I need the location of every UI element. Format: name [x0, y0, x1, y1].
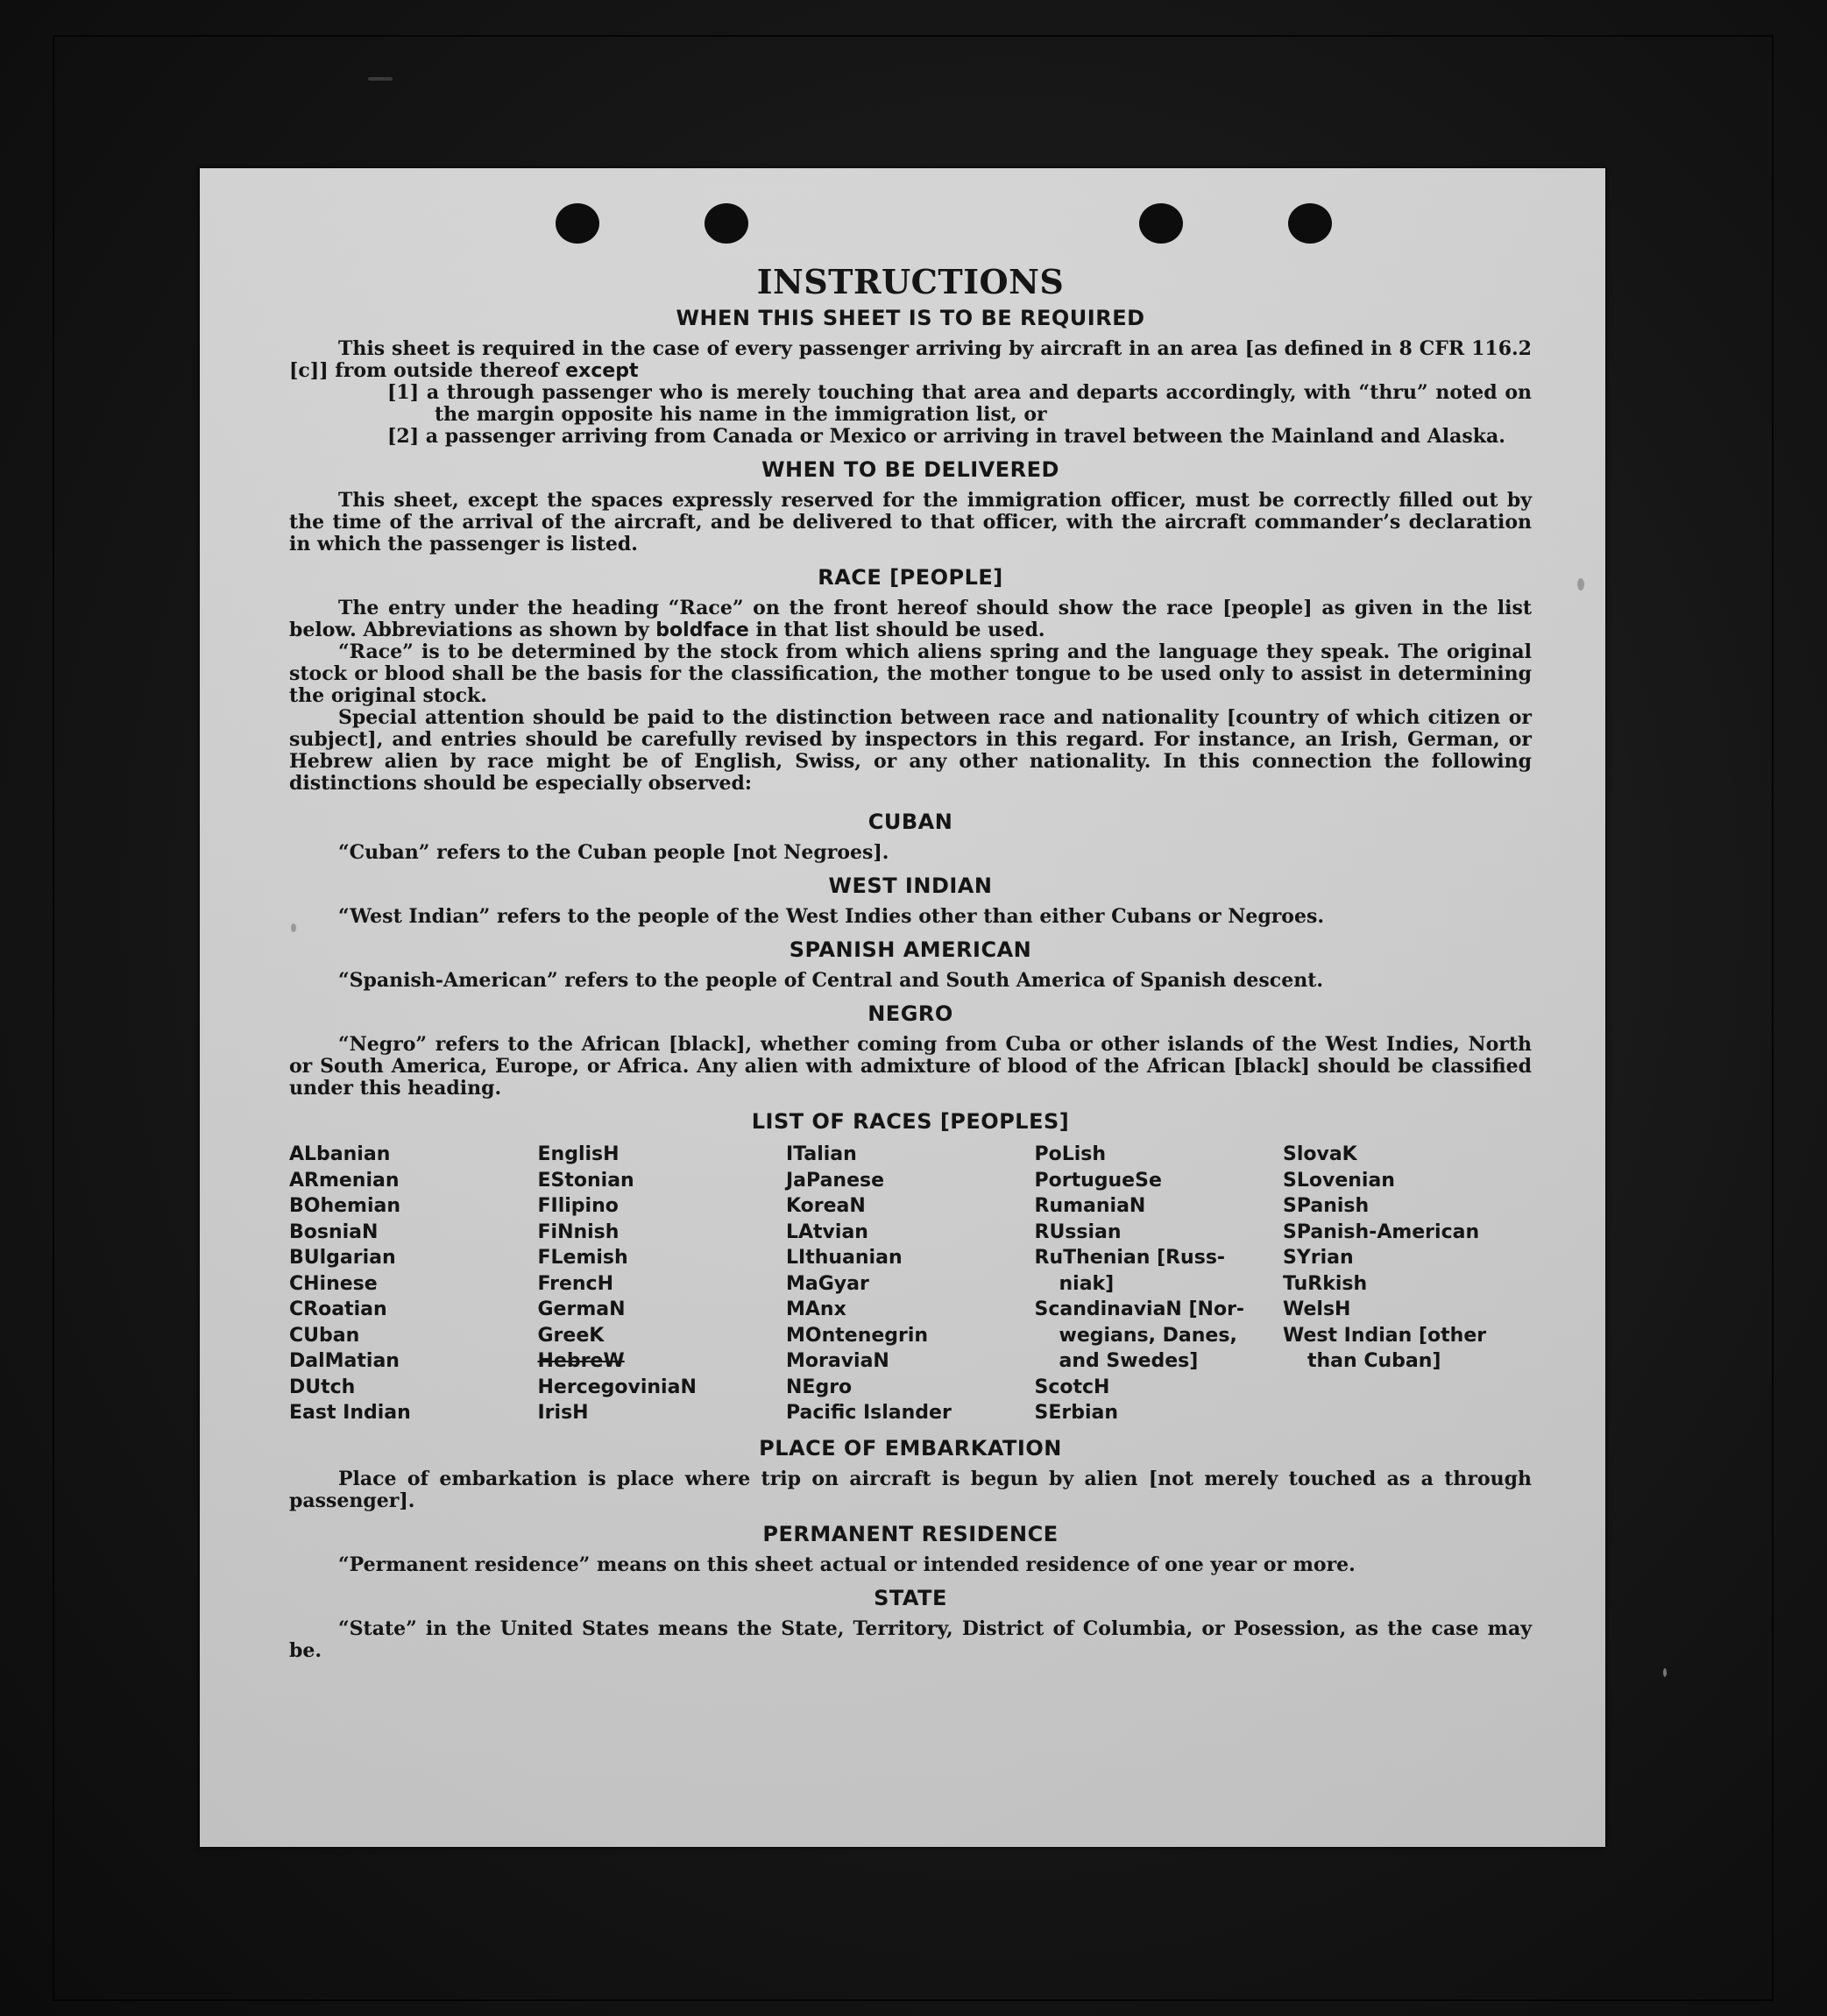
heading-delivered: WHEN TO BE DELIVERED [761, 457, 1059, 482]
race-paragraph-2: “Race” is to be determined by the stock from which aliens spring and the language they speak. The original stock or blood shall be the basis for the classification, the mother tongue to be used only to assist in determining the original stock. [289, 640, 1532, 707]
races-column-2 [538, 1142, 783, 1426]
race-entry: CUban [289, 1324, 360, 1347]
race-entry: Pacific Islander [786, 1402, 952, 1424]
punch-hole [705, 203, 748, 244]
race-entry: LIthuanian [786, 1247, 903, 1269]
race-entry: SPanish [1283, 1195, 1370, 1217]
punch-hole [1288, 203, 1332, 244]
race-entry: SLovenian [1283, 1169, 1395, 1192]
required-item-2: [2] a passenger arriving from Canada or Mexico or arriving in travel between the Mainland and Alaska. [387, 425, 1505, 448]
race-entry: ScotcH [1034, 1376, 1110, 1398]
race-entry: ALbanian [289, 1143, 391, 1165]
cuban-text: “Cuban” refers to the Cuban people [not Negroes]. [338, 841, 889, 864]
races-column-3 [786, 1142, 1031, 1426]
embarkation-text: Place of embarkation is place where trip on aircraft is begun by alien [not merely touched as a through passenger]. [289, 1467, 1532, 1512]
race-entry-continued: than Cuban] [1307, 1350, 1441, 1372]
required-intro [289, 338, 1532, 382]
race-entry: BOhemian [289, 1195, 401, 1217]
heading-embarkation: PLACE OF EMBARKATION [759, 1435, 1062, 1461]
race-entry: TuRkish [1283, 1272, 1368, 1295]
punch-hole [556, 203, 599, 244]
race-entry: FLemish [537, 1247, 628, 1269]
race-entry: CHinese [289, 1272, 378, 1295]
race-entry: FiNnish [537, 1220, 620, 1243]
race-entry: FrencH [537, 1272, 614, 1295]
race-p1-b: in that list should be used. [755, 619, 1045, 641]
race-entry: IrisH [537, 1402, 589, 1424]
race-entry: MaGyar [786, 1272, 869, 1295]
race-entry: FIlipino [537, 1195, 619, 1217]
required-except: except [565, 360, 639, 382]
race-entry: EnglisH [537, 1143, 620, 1165]
race-entry: WelsH [1283, 1298, 1351, 1320]
page-title: INSTRUCTIONS [756, 262, 1065, 301]
heading-negro: NEGRO [867, 1001, 953, 1026]
race-entry: PortugueSe [1034, 1169, 1162, 1192]
race-entry: DalMatian [289, 1350, 400, 1372]
race-entry: MoraviaN [786, 1350, 889, 1372]
race-entry: West Indian [other [1283, 1324, 1487, 1347]
race-entry: ITalian [786, 1143, 857, 1165]
race-entry-continued: wegians, Danes, [1059, 1324, 1237, 1347]
race-entry: LAtvian [786, 1220, 868, 1243]
document-sheet [200, 168, 1605, 1847]
residence-text: “Permanent residence” means on this sheet actual or intended residence of one year or more. [338, 1553, 1356, 1576]
delivered-text: This sheet, except the spaces expressly reserved for the immigration officer, must be correctly filled out by the time of the arrival of the aircraft, and be delivered to that officer, with the aircraft commander’s declaration in which the passenger is listed. [289, 489, 1532, 555]
race-entry: RumaniaN [1034, 1195, 1146, 1217]
race-entry: CRoatian [289, 1298, 387, 1320]
spanish-american-text: “Spanish-American” refers to the people of Central and South America of Spanish descent. [338, 969, 1324, 992]
state-text: “State” in the United States means the State, Territory, District of Columbia, or Posession, as the case may be. [289, 1616, 1532, 1662]
race-entry-continued: and Swedes] [1059, 1350, 1199, 1372]
race-entry: BUlgarian [289, 1247, 396, 1269]
heading-west-indian: WEST INDIAN [828, 874, 993, 898]
race-entry: PoLish [1034, 1143, 1107, 1165]
race-entry-continued: niak] [1059, 1272, 1115, 1295]
heading-list-of-races: LIST OF RACES [PEOPLES] [751, 1109, 1070, 1134]
race-entry: JaPanese [786, 1169, 885, 1192]
races-list [289, 1142, 1532, 1426]
race-p1-bold: boldface [655, 619, 749, 641]
instructions-content [289, 263, 1532, 1662]
race-entry-struck: HebreW [537, 1350, 625, 1372]
races-column-4 [1035, 1142, 1280, 1426]
race-entry: GreeK [537, 1324, 605, 1347]
race-entry: HercegoviniaN [537, 1376, 697, 1398]
race-paragraph-3: Special attention should be paid to the distinction between race and nationality [country of which citizen or subject], and entries should be carefully revised by inspectors in this regard. For instance, an Irish, German, or Hebrew alien by race might be of English, Swiss, or any other nationality. In this connection the following distinctions should be especially observed: [289, 706, 1532, 795]
race-entry: NEgro [786, 1376, 853, 1398]
required-item-1: [1] a through passenger who is merely touching that area and departs accordingly, with “thru” noted on the margin opposite his name in the immigration list, or [387, 381, 1532, 426]
race-entry: MOntenegrin [786, 1324, 929, 1347]
heading-spanish-american: SPANISH AMERICAN [789, 937, 1032, 962]
race-p1-a: The entry under the heading “Race” on the front hereof should show the race [people] as given in the list below. Abbreviations as shown by [289, 597, 1532, 641]
race-paragraph-1 [289, 598, 1532, 641]
race-entry: KoreaN [786, 1195, 866, 1217]
race-entry: MAnx [786, 1298, 846, 1320]
race-entry: ScandinaviaN [Nor- [1034, 1298, 1245, 1320]
race-entry: SYrian [1283, 1247, 1354, 1269]
race-entry: East Indian [289, 1402, 411, 1424]
race-entry: SErbian [1034, 1402, 1119, 1424]
heading-required: WHEN THIS SHEET IS TO BE REQUIRED [676, 306, 1145, 330]
heading-state: STATE [874, 1585, 947, 1610]
punch-hole [1139, 203, 1183, 244]
race-entry: SlovaK [1283, 1143, 1357, 1165]
race-entry: BosniaN [289, 1220, 379, 1243]
negro-text: “Negro” refers to the African [black], whether coming from Cuba or other islands of the West Indies, North or South America, Europe, or Africa. Any alien with admixture of blood of the African [black] should be classified under this heading. [289, 1033, 1532, 1100]
race-entry: EStonian [537, 1169, 634, 1192]
race-entry: DUtch [289, 1376, 356, 1398]
heading-cuban: CUBAN [867, 810, 953, 834]
races-column-5 [1283, 1142, 1532, 1426]
race-entry: RUssian [1034, 1220, 1122, 1243]
required-intro-text: This sheet is required in the case of every passenger arriving by aircraft in an area [as defined in 8 CFR 116.2 [c]] from outside thereof [289, 337, 1532, 382]
west-indian-text: “West Indian” refers to the people of the West Indies other than either Cubans or Negroes. [338, 905, 1325, 928]
heading-residence: PERMANENT RESIDENCE [762, 1521, 1059, 1546]
races-column-1 [289, 1142, 535, 1426]
race-entry: GermaN [537, 1298, 626, 1320]
race-entry: ARmenian [289, 1169, 400, 1192]
race-entry: RuThenian [Russ- [1034, 1247, 1226, 1269]
race-entry: SPanish-American [1283, 1220, 1480, 1243]
heading-race: RACE [PEOPLE] [818, 565, 1003, 590]
